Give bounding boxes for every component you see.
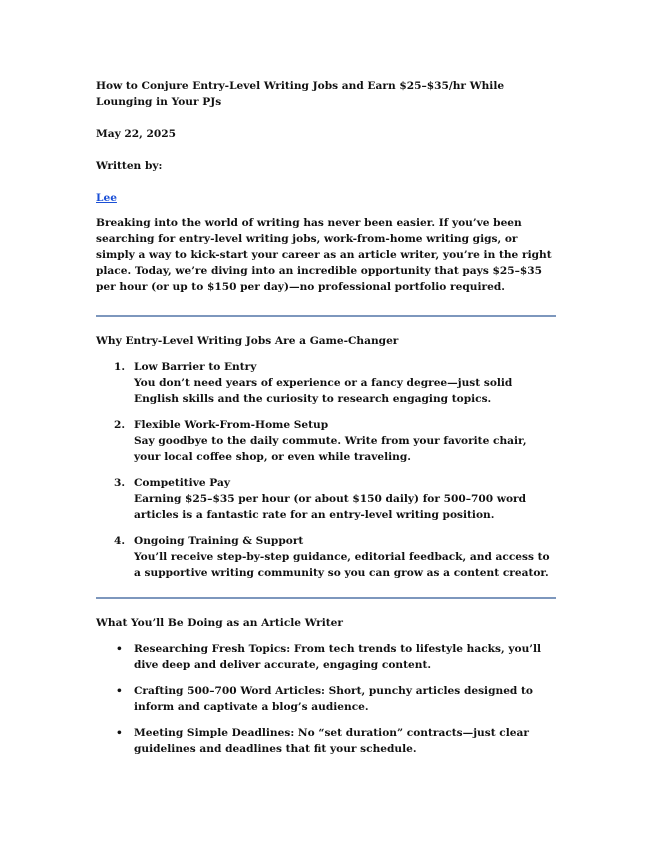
section-heading-what: What You’ll Be Doing as an Article Writer	[96, 617, 343, 629]
list-item	[96, 641, 556, 673]
written-by-label: Written by:	[96, 160, 163, 172]
list-item	[96, 533, 556, 581]
bullet-icon: •	[116, 685, 123, 697]
list-item	[96, 683, 556, 715]
list-item	[96, 725, 556, 757]
list-number: 2.	[114, 419, 126, 431]
list-number: 4.	[114, 535, 126, 547]
list-item-text: Meeting Simple Deadlines: No “set duration” contracts—just clear guidelines and deadlines that fit your schedule.	[134, 727, 529, 755]
article-title: How to Conjure Entry-Level Writing Jobs and Earn $25–$35/hr While Lounging in Your PJs	[96, 80, 505, 108]
bullet-icon: •	[116, 727, 123, 739]
list-item-body: Earning $25–$35 per hour (or about $150 daily) for 500–700 word articles is a fantastic rate for an entry-level writing position.	[134, 493, 527, 521]
duties-list	[96, 641, 556, 757]
list-item-body: You don’t need years of experience or a fancy degree—just solid English skills and the curiosity to research engaging topics.	[134, 377, 513, 405]
list-item-body: You’ll receive step-by-step guidance, editorial feedback, and access to a supportive writing community so you can grow as a content creator.	[134, 551, 550, 579]
list-item	[96, 475, 556, 523]
section-divider	[96, 315, 556, 317]
list-item-heading: Competitive Pay	[134, 477, 230, 489]
list-item-heading: Ongoing Training & Support	[134, 535, 304, 547]
article-date: May 22, 2025	[96, 128, 177, 140]
section-heading-why: Why Entry-Level Writing Jobs Are a Game-Changer	[96, 335, 399, 347]
list-item-body: Say goodbye to the daily commute. Write from your favorite chair, your local coffee shop, or even while traveling.	[134, 435, 527, 463]
list-item-text: Crafting 500–700 Word Articles: Short, punchy articles designed to inform and captivate a blog’s audience.	[134, 685, 533, 713]
list-item	[96, 359, 556, 407]
list-number: 3.	[114, 477, 126, 489]
list-item	[96, 417, 556, 465]
list-number: 1.	[114, 361, 126, 373]
list-item-heading: Flexible Work-From-Home Setup	[134, 419, 329, 431]
intro-paragraph: Breaking into the world of writing has never been easier. If you’ve been searching for entry-level writing jobs, work-from-home writing gigs, or simply a way to kick-start your career as an article writer, you’re in the right place. Today, we’re diving into an incredible opportunity that pays $25–$35 per hour (or up to $150 per day)—no professional portfolio required.	[96, 217, 552, 293]
list-item-heading: Low Barrier to Entry	[134, 361, 257, 373]
author-link[interactable]: Lee	[96, 192, 117, 204]
reasons-list	[96, 359, 556, 581]
bullet-icon: •	[116, 643, 123, 655]
section-divider	[96, 597, 556, 599]
list-item-text: Researching Fresh Topics: From tech trends to lifestyle hacks, you’ll dive deep and deliver accurate, engaging content.	[134, 643, 542, 671]
document-page	[96, 78, 556, 767]
